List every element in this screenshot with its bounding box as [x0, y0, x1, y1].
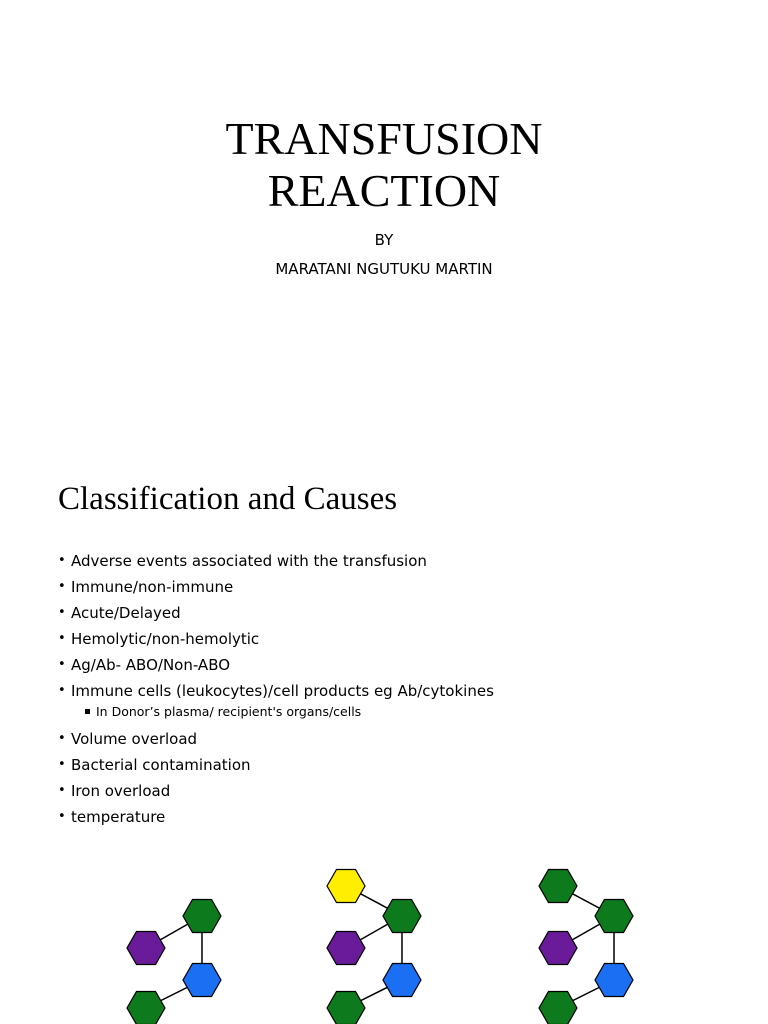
bullet-item: • Ag/Ab- ABO/Non-ABO [58, 654, 494, 680]
bullet-item: • Bacterial contamination [58, 754, 494, 780]
section-title: Classification and Causes [58, 481, 398, 517]
slide-title [0, 113, 768, 217]
bullet-item: • Volume overload [58, 728, 494, 754]
title-slide [0, 0, 768, 432]
yellow-hexagon [327, 870, 365, 903]
bullet-item: • Iron overload [58, 780, 494, 806]
title-line-2: REACTION [267, 165, 501, 216]
bullet-item: • Immune cells (leukocytes)/cell products eg Ab/cytokines [58, 680, 494, 706]
blue-hexagon [183, 964, 221, 997]
sub-bullet-item: In Donor’s plasma/ recipient's organs/cells [58, 703, 494, 724]
subtitle-by: BY [374, 231, 394, 249]
blue-hexagon [383, 964, 421, 997]
green-hexagon [183, 900, 221, 933]
author-name: MARATANI NGUTUKU MARTIN [275, 260, 493, 278]
purple-hexagon [127, 932, 165, 965]
purple-hexagon [327, 932, 365, 965]
green-hexagon [595, 900, 633, 933]
bullet-item: • Immune/non-immune [58, 576, 494, 602]
classification-slide [0, 432, 768, 1024]
green-hexagon [539, 870, 577, 903]
bullet-item: • Acute/Delayed [58, 602, 494, 628]
green-hexagon [127, 992, 165, 1024]
bullet-list [58, 550, 494, 832]
bullet-item: • temperature [58, 806, 494, 832]
green-hexagon [327, 992, 365, 1024]
bullet-item: • Adverse events associated with the transfusion [58, 550, 494, 576]
green-hexagon [539, 992, 577, 1024]
blue-hexagon [595, 964, 633, 997]
green-hexagon [383, 900, 421, 933]
bullet-item: • Hemolytic/non-hemolytic [58, 628, 494, 654]
title-line-1: TRANSFUSION [225, 113, 543, 164]
antigen-molecules-illustration [0, 864, 768, 1024]
purple-hexagon [539, 932, 577, 965]
